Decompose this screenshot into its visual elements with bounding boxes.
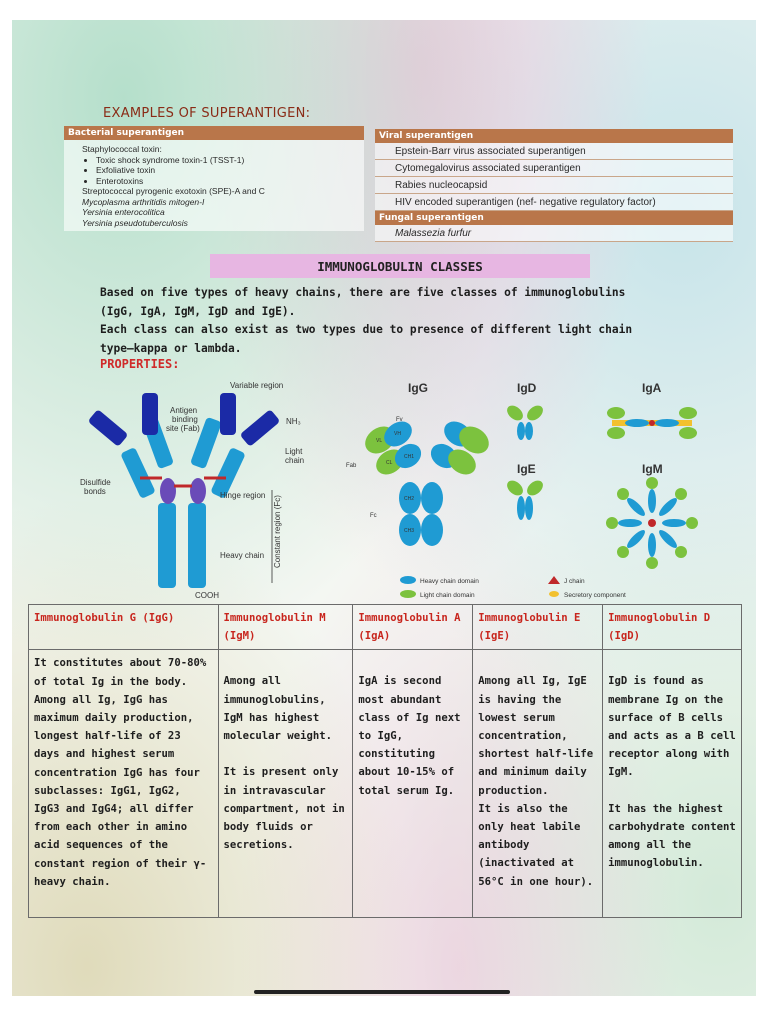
label-ch1: CH1 (404, 454, 415, 460)
table-row (29, 650, 742, 918)
hinge-left (160, 478, 176, 504)
legend-light-swatch (400, 590, 416, 598)
label-fv: Fv (396, 417, 403, 423)
label-disulfide: bonds (84, 487, 106, 496)
label-light: Light (285, 447, 303, 456)
heavy-domain (421, 514, 443, 546)
antibody-structure-diagram (80, 378, 330, 600)
column-heading-igd: Immunoglobulin D (IgD) (603, 605, 742, 650)
igd-molecule (504, 403, 546, 440)
heavy-chain-arm (120, 447, 156, 499)
list-item: • Exfoliative toxin (96, 165, 358, 176)
heavy-domain (421, 482, 443, 514)
ige-molecule (504, 478, 546, 520)
variable-region (240, 409, 281, 447)
properties-heading: PROPERTIES: (100, 357, 180, 371)
intro-line: (IgG, IgA, IgM, IgD and IgE). (100, 304, 296, 318)
heavy-chain-stem (188, 503, 206, 588)
myco-item: Mycoplasma arthritidis mitogen-I (82, 196, 205, 207)
label-antigen: Antigen (170, 406, 198, 415)
igm-molecule (606, 477, 698, 569)
bacterial-superantigen-table (64, 126, 364, 231)
label-cl: CL (386, 460, 393, 466)
label-igg: IgG (408, 381, 428, 395)
heavy-chain-stem (158, 503, 176, 588)
intro-line: Each class can also exist as two types due to presence of different light chain (100, 323, 633, 336)
iga-molecule (607, 407, 697, 439)
legend-light: Light chain domain (420, 592, 475, 599)
column-heading-igg: Immunoglobulin G (IgG) (29, 605, 219, 650)
label-variable-region: Variable region (230, 381, 284, 390)
label-igd: IgD (517, 381, 537, 395)
cell-igd: IgD is found as membrane Ig on the surface of B cells and acts as a B cell receptor along with IgM. It has the highest carbohydrate content among all the immunoglobulin. (603, 650, 742, 918)
intro-line: Based on five types of heavy chains, there are five classes of immunoglobulins (100, 286, 626, 299)
legend-heavy-swatch (400, 576, 416, 584)
section-title: IMMUNOGLOBULIN CLASSES (210, 254, 590, 278)
label-ch3: CH3 (404, 528, 415, 534)
label-iga: IgA (642, 381, 662, 395)
list-item: HIV encoded superantigen (nef- negative regulatory factor) (375, 194, 733, 211)
strep-item: Streptococcal pyrogenic exotoxin (SPE)-A and C (82, 186, 265, 196)
label-antigen: binding (172, 415, 198, 424)
fungal-header: Fungal superantigen (375, 211, 733, 225)
column-heading-igm: Immunoglobulin M (IgM) (218, 605, 353, 650)
staph-label: Staphylococcal toxin: (82, 144, 162, 154)
cell-igm: Among all immunoglobulins, IgM has highest molecular weight. It is present only in intravascular compartment, not in body fluids or secretions. (218, 650, 353, 918)
variable-region (88, 409, 129, 447)
label-light: chain (285, 456, 305, 465)
bacterial-header: Bacterial superantigen (64, 126, 364, 140)
column-heading-iga: Immunoglobulin A (IgA) (353, 605, 473, 650)
viral-header: Viral superantigen (375, 129, 733, 143)
legend-heavy: Heavy chain domain (420, 578, 479, 585)
variable-region (142, 393, 158, 435)
list-item: Rabies nucleocapsid (375, 177, 733, 194)
yersinia-item: Yersinia enterocolitica (82, 207, 165, 217)
label-disulfide: Disulfide (80, 478, 111, 487)
legend-j: J chain (564, 578, 585, 585)
intro-paragraph (100, 284, 660, 358)
list-item: • Enterotoxins (96, 176, 358, 187)
list-item: Epstein-Barr virus associated superantigen (375, 143, 733, 160)
list-item: Malassezia furfur (375, 225, 733, 242)
legend-secretory: Secretory component (564, 592, 626, 599)
label-vl: VL (376, 438, 383, 444)
cell-igg: It constitutes about 70-80% of total Ig in the body. Among all Ig, IgG has maximum daily production, longest half-life of 23 days and highest serum concentration IgG has four subclasses: IgG1, IgG2, IgG3 and IgG4; all differ from each other in amino acid sequences of the constant region of their γ-heavy chain. (29, 650, 219, 918)
viral-superantigen-table (375, 129, 733, 242)
list-item: Cytomegalovirus associated superantigen (375, 160, 733, 177)
home-indicator[interactable] (254, 990, 510, 994)
immunoglobulin-classes-table (28, 604, 742, 918)
yersinia-item: Yersinia pseudotuberculosis (82, 217, 188, 228)
label-heavy: Heavy chain (220, 551, 265, 560)
label-ige: IgE (517, 462, 536, 476)
label-vh: VH (394, 431, 401, 437)
column-heading-ige: Immunoglobulin E (IgE) (473, 605, 603, 650)
intro-line: type—kappa or lambda. (100, 341, 242, 355)
staph-list (82, 155, 358, 187)
list-item: • Toxic shock syndrome toxin-1 (TSST-1) (96, 155, 358, 166)
label-fab: Fab (346, 463, 357, 469)
label-constant: Constant region (Fc) (273, 495, 282, 568)
variable-region (220, 393, 236, 435)
superantigen-title: EXAMPLES OF SUPERANTIGEN: (103, 106, 311, 121)
cell-iga: IgA is second most abundant class of Ig next to IgG, constituting about 10-15% of total serum Ig. (353, 650, 473, 918)
cell-ige: Among all Ig, IgE is having the lowest serum concentration, shortest half-life and minimum daily production. It is also the only heat labile antibody (inactivated at 56°C in one hour). (473, 650, 603, 918)
label-fc: Fc (370, 513, 377, 519)
immunoglobulin-classes-diagram (340, 378, 740, 600)
label-antigen: site (Fab) (166, 424, 200, 433)
table-header-row (29, 605, 742, 650)
legend-secretory-swatch (549, 591, 559, 597)
label-cooh: COOH (195, 591, 219, 600)
label-hinge: Hinge region (220, 491, 266, 500)
legend-j-swatch (548, 576, 560, 584)
label-igm: IgM (642, 462, 663, 476)
label-ch2: CH2 (404, 496, 415, 502)
label-nh3: NH₃ (286, 417, 301, 426)
hinge-right (190, 478, 206, 504)
